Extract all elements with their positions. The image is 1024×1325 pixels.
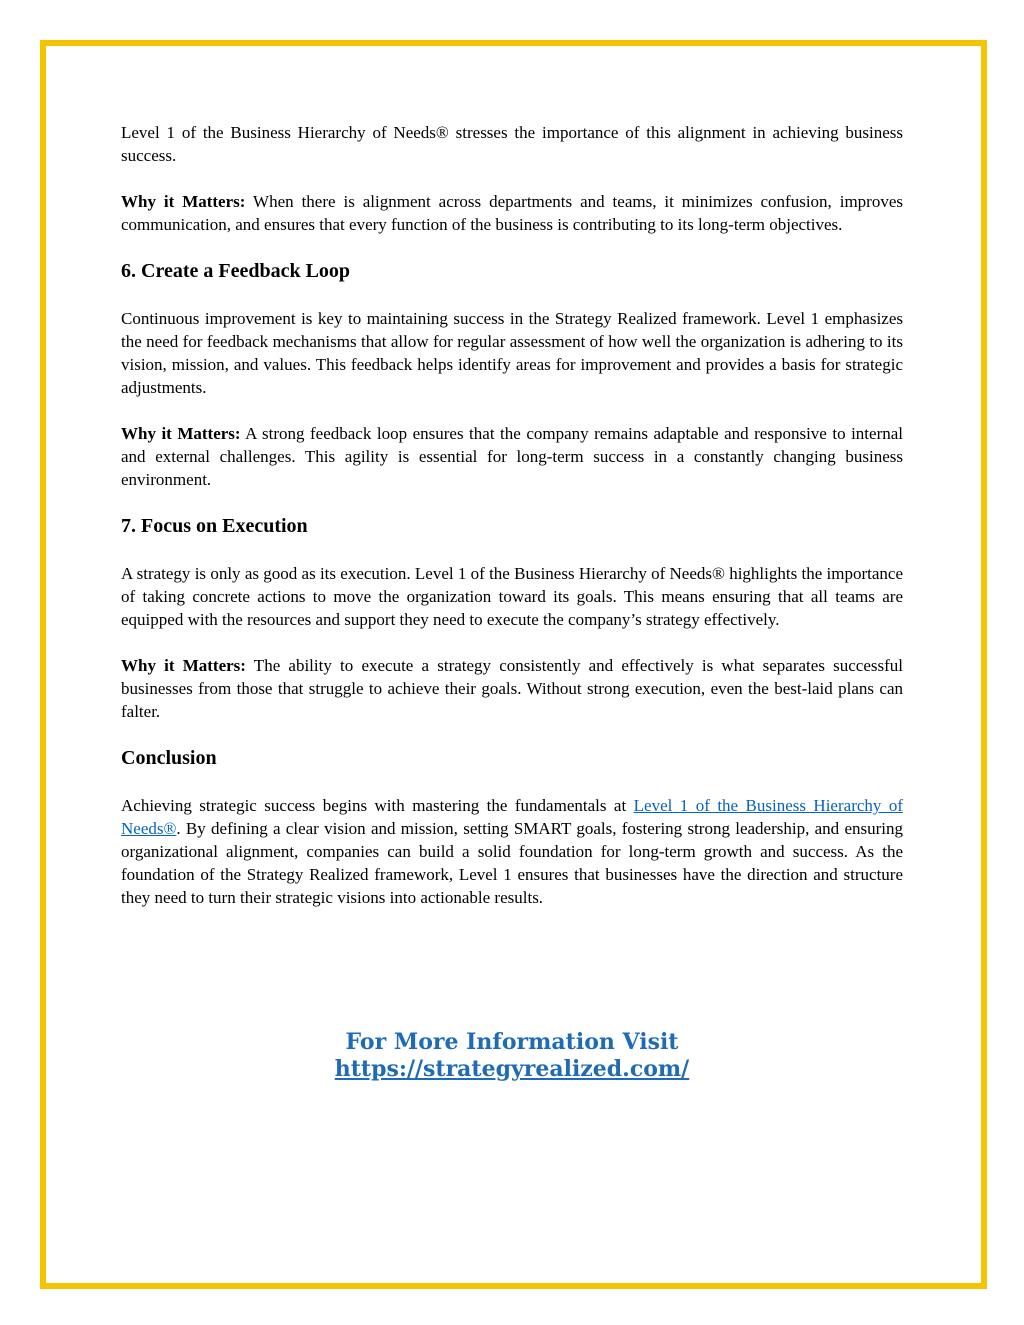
intro-paragraph: Level 1 of the Business Hierarchy of Needs® stresses the importance of this alignment in achieving business success.: [121, 123, 903, 165]
section-6-body: Continuous improvement is key to maintaining success in the Strategy Realized framework. Level 1 emphasizes the need for feedback mechanisms that allow for regular assessment of how well the organization is adhering to its vision, mission, and values. This feedback helps identify areas for improvement and provides a basis for strategic adjustments.: [121, 309, 903, 397]
level-1-hierarchy-link[interactable]: Level 1 of the Business Hierarchy of Needs®: [121, 796, 903, 838]
footer-info: [121, 1029, 903, 1083]
footer-heading: For More Information Visit: [345, 1029, 679, 1055]
why-label: Why it Matters:: [121, 192, 246, 211]
alignment-why-paragraph: [121, 190, 903, 236]
conclusion-heading: Conclusion: [121, 747, 217, 769]
conclusion-text-before: Achieving strategic success begins with mastering the fundamentals at: [121, 796, 634, 815]
section-7-why-paragraph: [121, 654, 903, 723]
section-7-body: A strategy is only as good as its execution. Level 1 of the Business Hierarchy of Needs® highlights the importance of taking concrete actions to move the organization toward its goals. This means ensuring that all teams are equipped with the resources and support they need to execute the company’s strategy effectively.: [121, 564, 903, 629]
section-7-heading: 7. Focus on Execution: [121, 515, 308, 537]
why-label: Why it Matters:: [121, 424, 241, 443]
conclusion-text-after: . By defining a clear vision and mission, setting SMART goals, fostering strong leadership, and ensuring organizational alignment, companies can build a solid foundation for long-term growth and success. As the foundation of the Strategy Realized framework, Level 1 ensures that businesses have the direction and structure they need to turn their strategic visions into actionable results.: [121, 819, 903, 907]
why-text: A strong feedback loop ensures that the company remains adaptable and responsive to internal and external challenges. This agility is essential for long-term success in a constantly changing business environment.: [121, 424, 903, 489]
why-text: The ability to execute a strategy consistently and effectively is what separates successful businesses from those that struggle to achieve their goals. Without strong execution, even the best-laid plans can falter.: [121, 656, 903, 721]
conclusion-paragraph: [121, 794, 903, 909]
why-label: Why it Matters:: [121, 656, 246, 675]
section-6-why-paragraph: [121, 422, 903, 491]
document-content: [121, 121, 903, 932]
section-6-heading: 6. Create a Feedback Loop: [121, 260, 351, 282]
why-text: When there is alignment across departments and teams, it minimizes confusion, improves communication, and ensures that every function of the business is contributing to its long-term objectives.: [121, 192, 903, 234]
website-link[interactable]: https://strategyrealized.com/: [334, 1056, 690, 1082]
